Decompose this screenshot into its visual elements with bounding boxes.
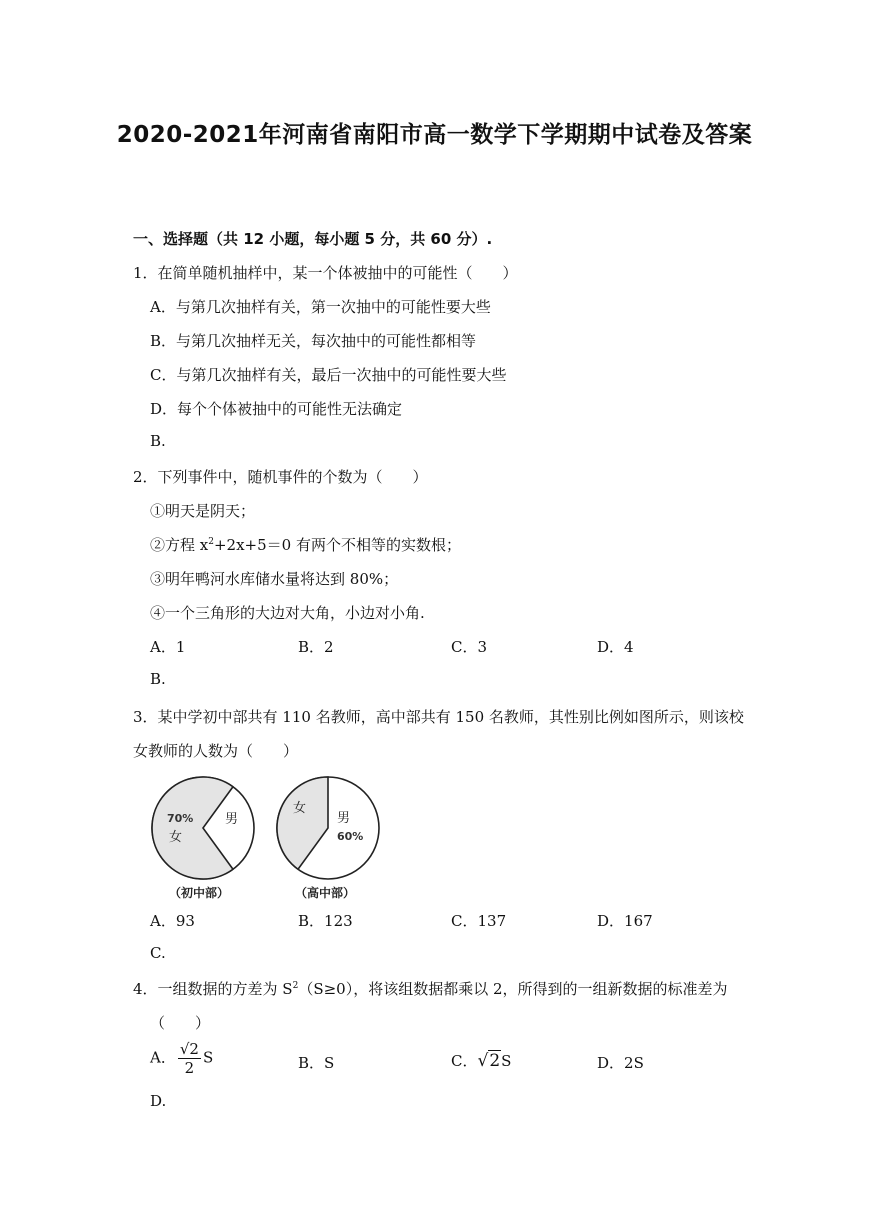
question-1-option-b: B．与第几次抽样无关，每次抽中的可能性都相等 [150,332,477,350]
question-2-option-d: D．4 [597,638,634,656]
pie-junior-high-male-label: 男 [225,812,239,827]
question-3-stem-line1: 3．某中学初中部共有 110 名教师，高中部共有 150 名教师，其性别比例如图所示，则该校 [133,708,744,726]
question-1-option-c: C．与第几次抽样有关，最后一次抽中的可能性要大些 [150,366,507,384]
question-1-option-d: D．每个个体被抽中的可能性无法确定 [150,400,403,418]
question-3-option-c: C．137 [451,912,507,930]
question-1-stem: 1．在简单随机抽样中，某一个体被抽中的可能性（ ） [133,264,518,282]
question-4-option-d: D．2S [597,1054,644,1072]
page-title: 2020-2021年河南省南阳市高一数学下学期期中试卷及答案 [116,122,753,148]
pie-senior-high [277,777,379,900]
question-4-stem-line1: 4．一组数据的方差为 $S^2(S\ge 0)$，将该组数据都乘以 2，所得到的一组新数据的标准差为 [133,980,728,998]
question-2-option-c: C．3 [451,638,488,656]
question-3-option-a: A．93 [150,912,195,930]
question-2-option-b: B．2 [298,638,334,656]
question-4-option-b: B．S [298,1054,335,1072]
question-2-answer: B. [150,670,166,688]
question-2-stem: 2．下列事件中，随机事件的个数为（ ） [133,468,428,486]
question-2-item-4: ④一个三角形的大边对大角，小边对小角. [150,604,425,622]
question-1-answer: B. [150,432,166,450]
pie-junior-high-female-label: 女 [169,830,183,845]
question-2-item-3: ③明年鸭河水库储水量将达到 80%； [150,570,399,588]
question-4-option-c: C．√2S [451,1051,512,1071]
question-2-item-1: ①明天是阴天； [150,502,256,520]
pie-senior-high-caption: （高中部） [295,886,356,900]
pie-senior-high-pct: 60% [337,830,364,843]
question-2-option-a: A．1 [150,638,186,656]
question-3-option-d: D．167 [597,912,653,930]
question-3-option-b: B．123 [298,912,353,930]
pie-junior-high [152,777,254,900]
pie-junior-high-pct: 70% [167,812,194,825]
pie-senior-high-female-label: 女 [293,801,307,816]
square-root: √2 [477,1051,501,1071]
question-3-stem-line2: 女教师的人数为（ ） [133,742,299,760]
fraction: $\frac{√2}{2}$ [179,1040,199,1077]
pie-charts-figure [145,770,395,904]
question-3-answer: C. [150,944,166,962]
pie-junior-high-caption: （初中部） [169,886,230,900]
question-4-option-a: A． $\frac{√2}{2}$ S [150,1040,214,1077]
section-heading: 一、选择题（共 12 小题，每小题 5 分，共 60 分）. [133,230,493,248]
question-1-option-a: A．与第几次抽样有关，第一次抽中的可能性要大些 [150,298,491,316]
question-4-answer: D. [150,1092,167,1110]
question-4-stem-line2: （ ） [150,1014,211,1032]
question-2-item-2: ②方程 $x^2+2x+5=0$ 有两个不相等的实数根； [150,536,461,554]
pie-senior-high-male-label: 男 [337,811,351,826]
